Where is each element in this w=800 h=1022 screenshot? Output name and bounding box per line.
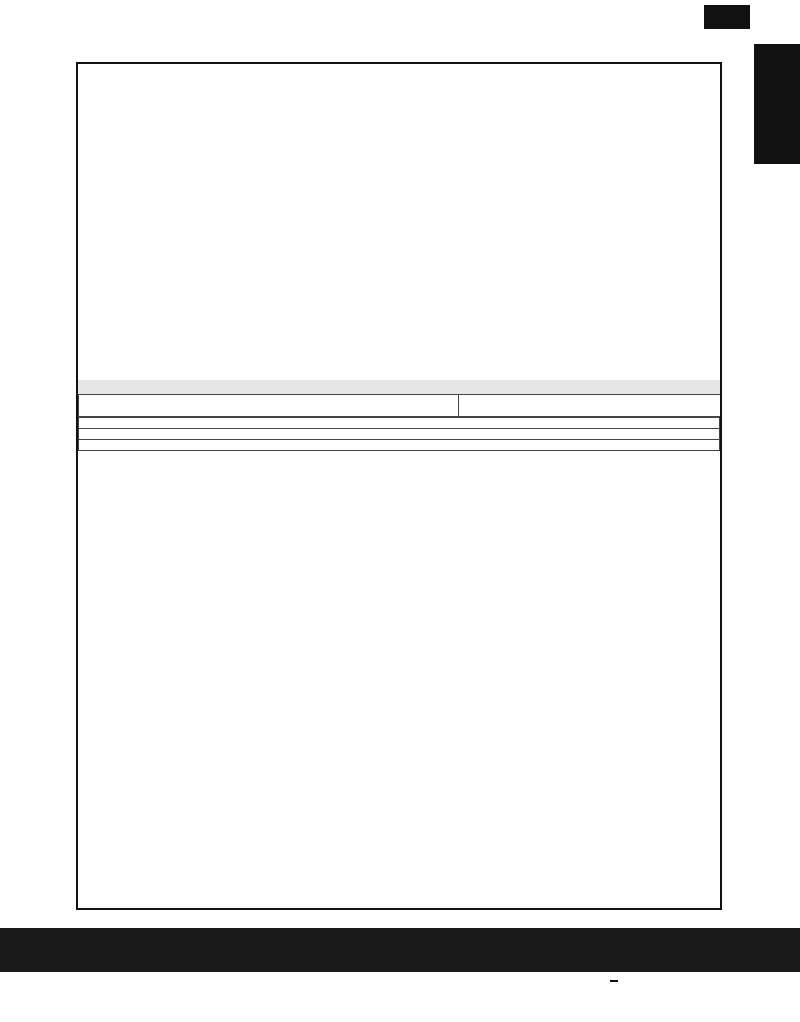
ad-label	[704, 5, 750, 29]
jzg-intro-table	[78, 394, 720, 417]
jzg-title	[78, 380, 720, 394]
remarks-section	[78, 850, 720, 910]
bottom-banner	[0, 928, 800, 972]
jzg-sub	[79, 395, 459, 417]
footer-edition	[610, 980, 618, 982]
c-line-section	[78, 282, 720, 380]
b-routes-section	[78, 64, 720, 282]
side-category-tab	[754, 44, 800, 164]
jzg-note1	[79, 418, 720, 429]
jzg-note2	[79, 429, 720, 440]
jzg-free-travel-section	[78, 380, 720, 598]
d-line-section	[78, 598, 720, 758]
jzg-notes-table	[78, 417, 720, 451]
jzg-vip	[459, 395, 721, 417]
jzg-note3	[79, 440, 720, 451]
footer-bar	[420, 980, 720, 1000]
e-line-section	[78, 758, 720, 850]
main-content	[76, 62, 722, 910]
page-header	[0, 0, 800, 46]
